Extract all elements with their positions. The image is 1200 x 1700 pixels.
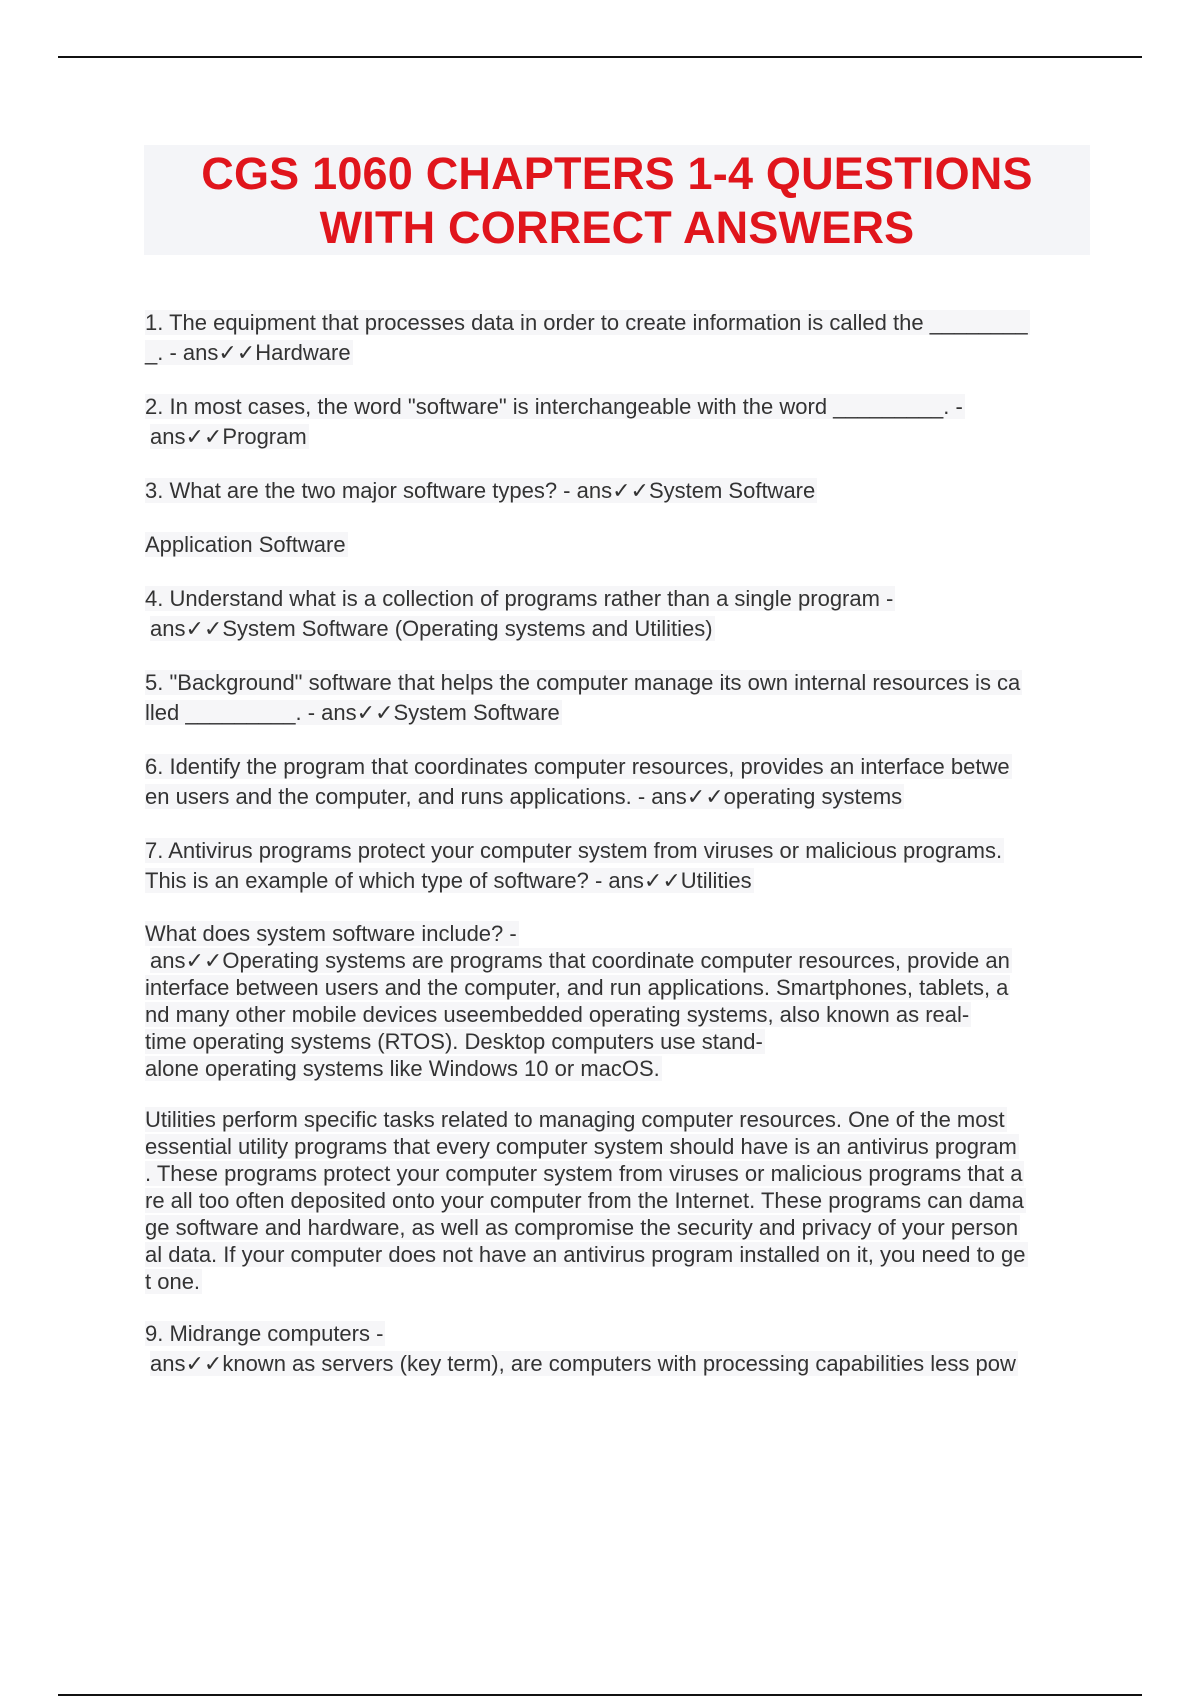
top-rule [58, 56, 1142, 58]
answer-text: nd many other mobile devices useembedded operating systems, also known as real- [145, 1002, 970, 1027]
answer-text: ans✓✓Program [150, 424, 307, 449]
question-text: 1. The equipment that processes data in order to create information is called the ________ [145, 310, 1028, 335]
answer-text: interface between users and the computer, and run applications. Smartphones, tablets, a [145, 975, 1009, 1000]
answer-text: alone operating systems like Windows 10 or macOS. [145, 1056, 660, 1081]
question-4 [145, 584, 1095, 644]
answer-text: Utilities perform specific tasks related to managing computer resources. One of the most [145, 1107, 1005, 1132]
answer-continuation-utilities [145, 1106, 1095, 1295]
answer-text: ans✓✓known as servers (key term), are computers with processing capabilities less pow [150, 1351, 1016, 1376]
title-line-2: WITH CORRECT ANSWERS [319, 202, 915, 253]
title-line-1: CGS 1060 CHAPTERS 1-4 QUESTIONS [201, 148, 1033, 199]
answer-continuation [145, 530, 1095, 560]
question-5 [145, 668, 1095, 728]
answer-text: en users and the computer, and runs applications. - ans✓✓operating systems [145, 784, 903, 809]
question-1 [145, 308, 1095, 368]
question-text: 3. What are the two major software types? - ans✓✓System Software [145, 478, 816, 503]
question-8 [145, 920, 1095, 1082]
question-text: 5. "Background" software that helps the computer manage its own internal resources is ca [145, 670, 1021, 695]
answer-text: time operating systems (RTOS). Desktop computers use stand- [145, 1029, 763, 1054]
question-7 [145, 836, 1095, 896]
question-2 [145, 392, 1095, 452]
question-text: What does system software include? - [145, 921, 517, 946]
bottom-rule [58, 1694, 1142, 1696]
answer-text: ans✓✓Operating systems are programs that coordinate computer resources, provide an [150, 948, 1010, 973]
answer-text: essential utility programs that every computer system should have is an antivirus program [145, 1134, 1017, 1159]
question-6 [145, 752, 1095, 812]
answer-text: t one. [145, 1269, 201, 1294]
question-text: 4. Understand what is a collection of programs rather than a single program - [145, 586, 894, 611]
question-text: 9. Midrange computers - [145, 1321, 384, 1346]
answer-text: This is an example of which type of software? - ans✓✓Utilities [145, 868, 752, 893]
answer-text: Application Software [145, 532, 346, 557]
question-text: 7. Antivirus programs protect your computer system from viruses or malicious programs. [145, 838, 1003, 863]
question-text: 2. In most cases, the word "software" is interchangeable with the word _________. - [145, 394, 963, 419]
answer-text: ge software and hardware, as well as compromise the security and privacy of your person [145, 1215, 1019, 1240]
question-text: 6. Identify the program that coordinates computer resources, provides an interface betwe [145, 754, 1010, 779]
question-9 [145, 1319, 1095, 1379]
answer-text: al data. If your computer does not have an antivirus program installed on it, you need to ge [145, 1242, 1026, 1267]
document-title [144, 145, 1090, 255]
question-list [145, 308, 1095, 1403]
answer-text: lled _________. - ans✓✓System Software [145, 700, 560, 725]
question-3 [145, 476, 1095, 506]
answer-text: . These programs protect your computer system from viruses or malicious programs that a [145, 1161, 1023, 1186]
answer-text: _. - ans✓✓Hardware [145, 340, 351, 365]
answer-text: ans✓✓System Software (Operating systems and Utilities) [150, 616, 713, 641]
answer-text: re all too often deposited onto your computer from the Internet. These programs can dama [145, 1188, 1024, 1213]
